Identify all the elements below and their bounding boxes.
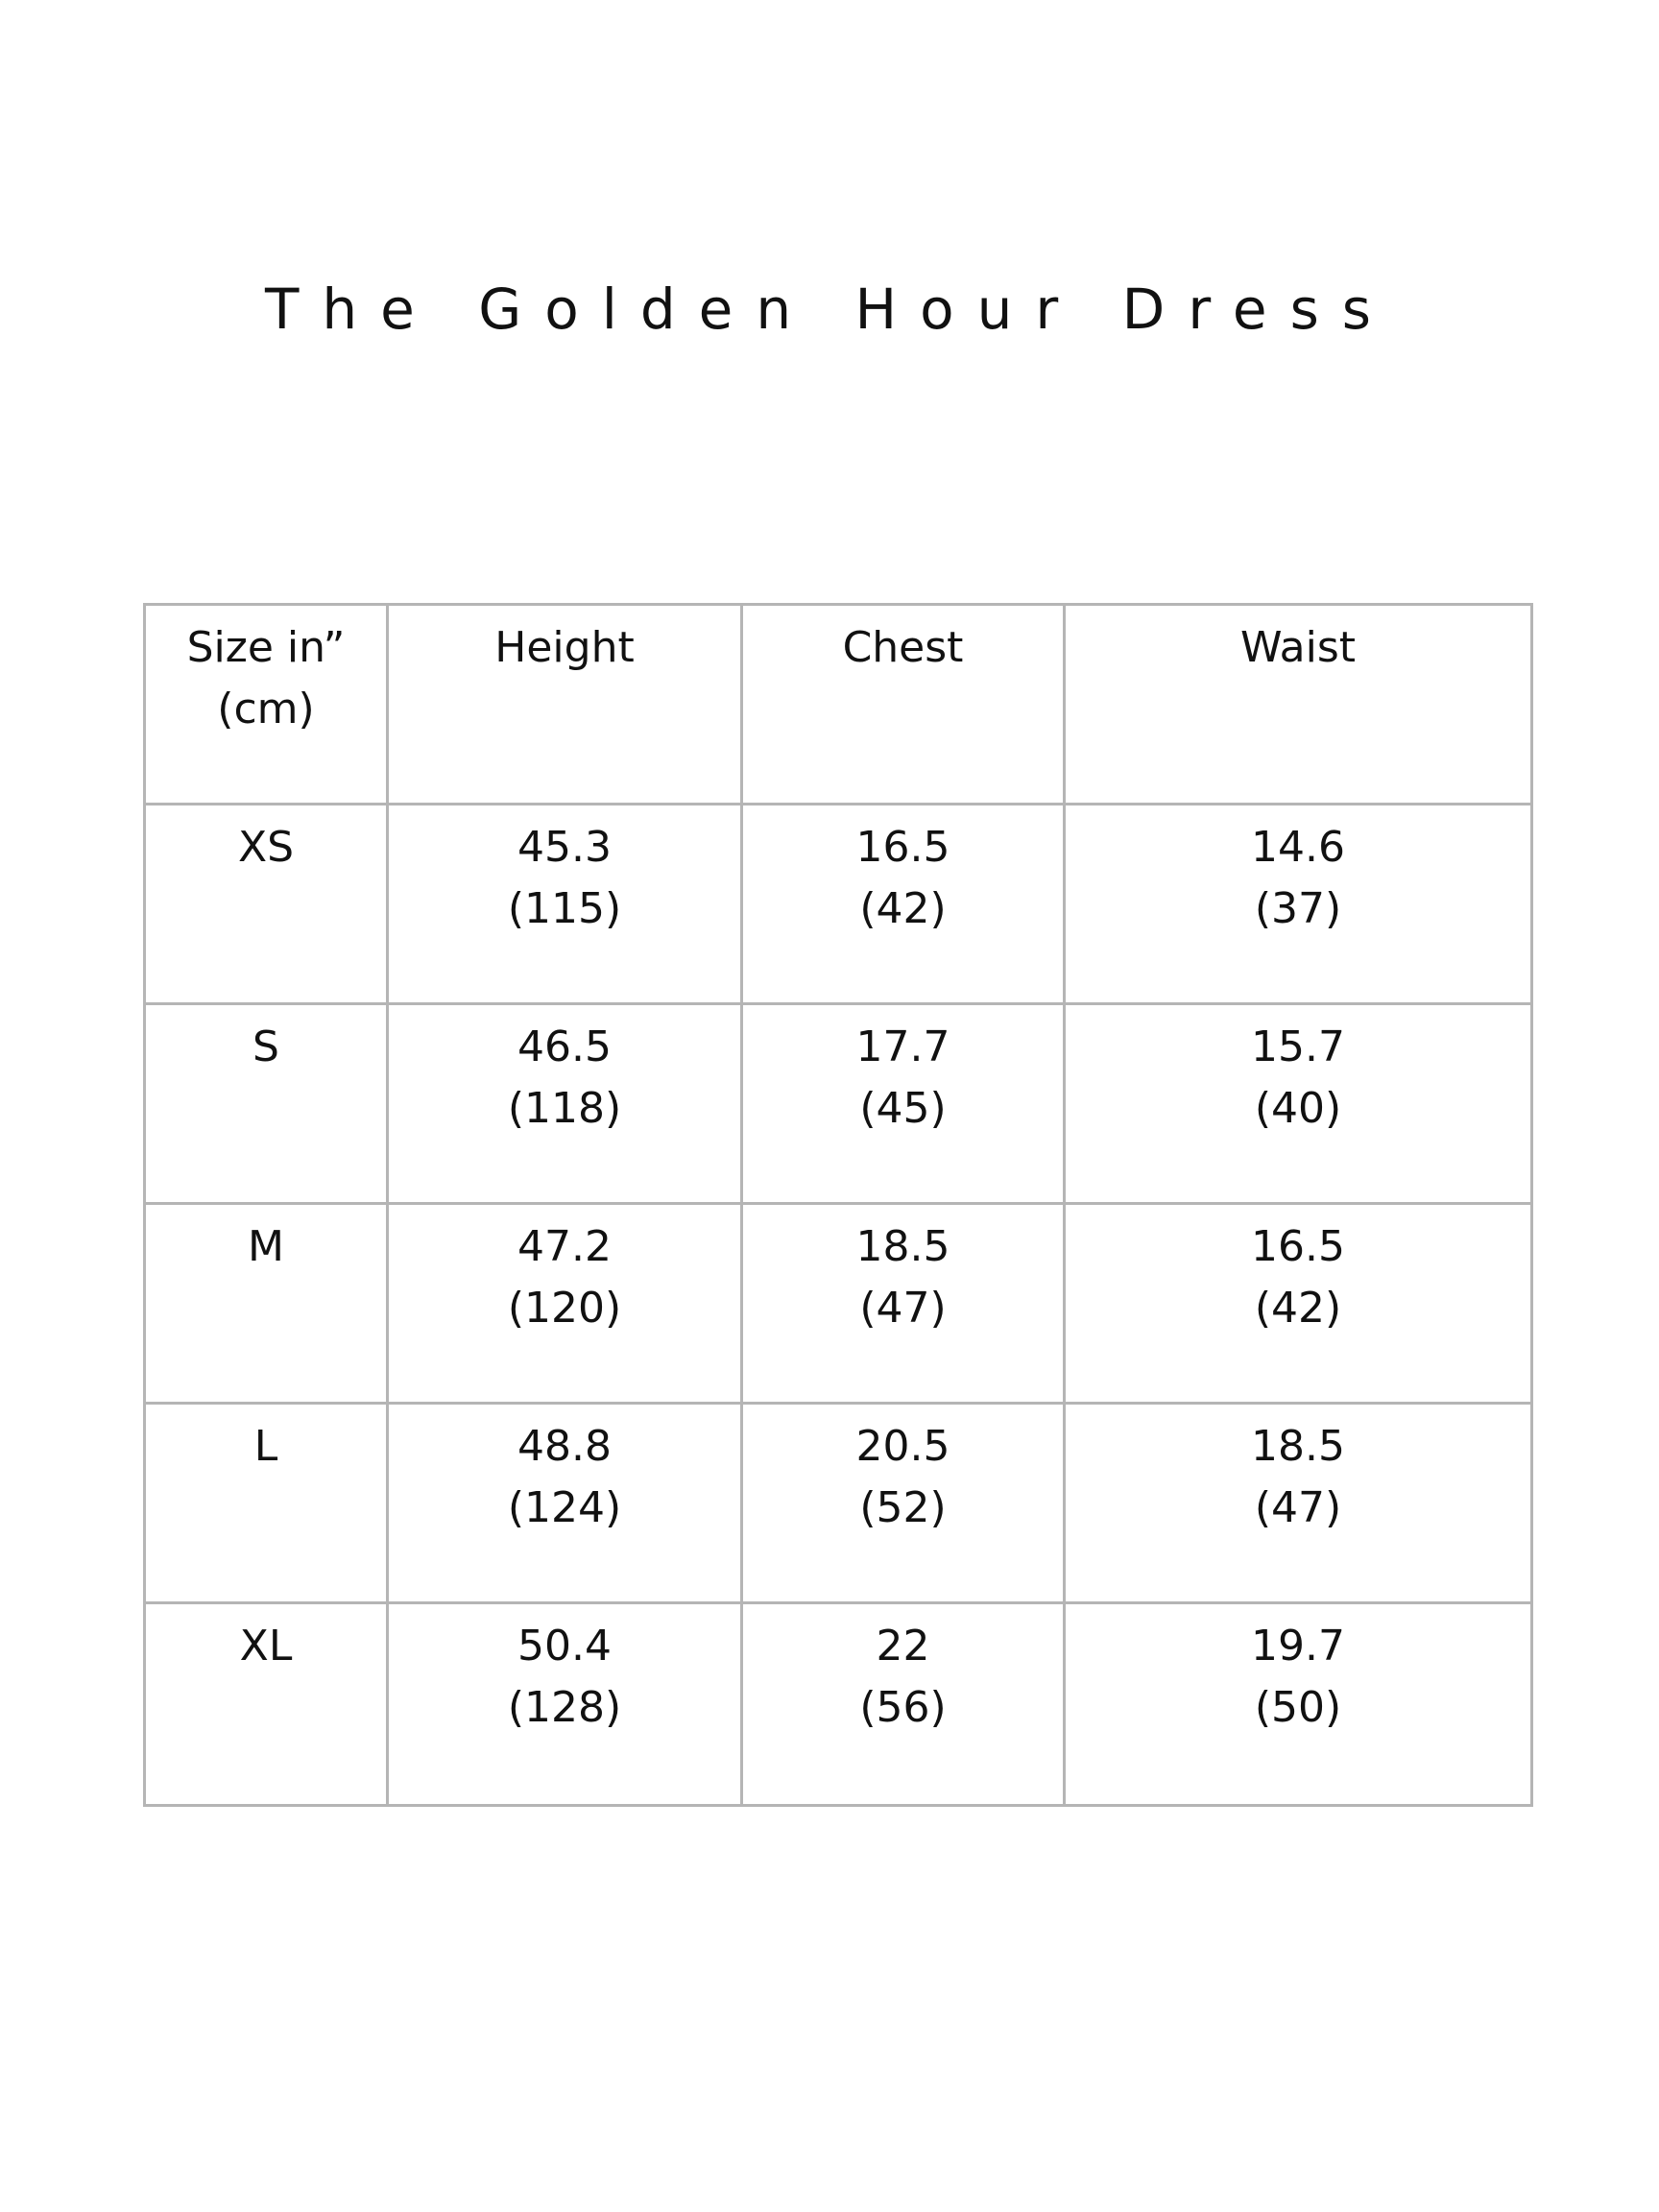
height-cell — [388, 1603, 742, 1806]
height-in: 50.4 — [517, 1622, 612, 1671]
header-chest — [742, 605, 1065, 805]
header-size-unit: (cm) — [217, 685, 315, 733]
waist-cell — [1065, 1404, 1532, 1603]
chest-cm: (47) — [859, 1284, 947, 1333]
height-in: 48.8 — [517, 1422, 612, 1471]
waist-cm: (50) — [1254, 1683, 1342, 1732]
size-value: XS — [237, 823, 295, 872]
header-height — [388, 605, 742, 805]
chest-in: 22 — [876, 1622, 930, 1671]
chest-cell — [742, 1603, 1065, 1806]
waist-cell — [1065, 1603, 1532, 1806]
chest-cm: (45) — [859, 1084, 947, 1133]
header-size-label: Size in” — [186, 623, 346, 672]
height-cm: (124) — [507, 1483, 622, 1532]
chest-cell — [742, 805, 1065, 1004]
chest-in: 20.5 — [855, 1422, 950, 1471]
table-row — [145, 1204, 1532, 1404]
height-cm: (118) — [507, 1084, 622, 1133]
size-chart-table — [143, 603, 1533, 1807]
waist-cell — [1065, 805, 1532, 1004]
header-size — [145, 605, 388, 805]
waist-in: 14.6 — [1251, 823, 1345, 872]
height-cm: (128) — [507, 1683, 622, 1732]
table-row — [145, 805, 1532, 1004]
size-cell — [145, 1603, 388, 1806]
chest-cell — [742, 1004, 1065, 1204]
height-cell — [388, 1204, 742, 1404]
header-waist — [1065, 605, 1532, 805]
size-value: S — [252, 1022, 279, 1071]
waist-cm: (47) — [1254, 1483, 1342, 1532]
height-cell — [388, 805, 742, 1004]
header-chest-label: Chest — [842, 623, 964, 672]
height-cm: (120) — [507, 1284, 622, 1333]
size-cell — [145, 805, 388, 1004]
table-row — [145, 1603, 1532, 1806]
size-value: XL — [239, 1622, 293, 1671]
size-cell — [145, 1204, 388, 1404]
waist-cm: (37) — [1254, 884, 1342, 933]
height-in: 47.2 — [517, 1222, 612, 1271]
chest-cell — [742, 1404, 1065, 1603]
waist-in: 19.7 — [1251, 1622, 1345, 1671]
size-cell — [145, 1404, 388, 1603]
table-row — [145, 1004, 1532, 1204]
chest-cm: (56) — [859, 1683, 947, 1732]
chest-cm: (42) — [859, 884, 947, 933]
chest-in: 18.5 — [855, 1222, 950, 1271]
size-value: M — [248, 1222, 284, 1271]
height-in: 46.5 — [517, 1022, 612, 1071]
chest-in: 16.5 — [855, 823, 950, 872]
waist-cm: (42) — [1254, 1284, 1342, 1333]
height-cm: (115) — [507, 884, 622, 933]
waist-cm: (40) — [1254, 1084, 1342, 1133]
height-cell — [388, 1404, 742, 1603]
size-value: L — [253, 1422, 278, 1471]
chest-in: 17.7 — [855, 1022, 950, 1071]
chest-cm: (52) — [859, 1483, 947, 1532]
waist-cell — [1065, 1204, 1532, 1404]
header-waist-label: Waist — [1239, 623, 1357, 672]
table-header-row — [145, 605, 1532, 805]
height-in: 45.3 — [517, 823, 612, 872]
waist-cell — [1065, 1004, 1532, 1204]
page-title: The Golden Hour Dress — [264, 276, 1395, 342]
table-row — [145, 1404, 1532, 1603]
height-cell — [388, 1004, 742, 1204]
waist-in: 18.5 — [1251, 1422, 1345, 1471]
waist-in: 15.7 — [1251, 1022, 1345, 1071]
waist-in: 16.5 — [1251, 1222, 1345, 1271]
header-height-label: Height — [494, 623, 635, 672]
size-cell — [145, 1004, 388, 1204]
chest-cell — [742, 1204, 1065, 1404]
